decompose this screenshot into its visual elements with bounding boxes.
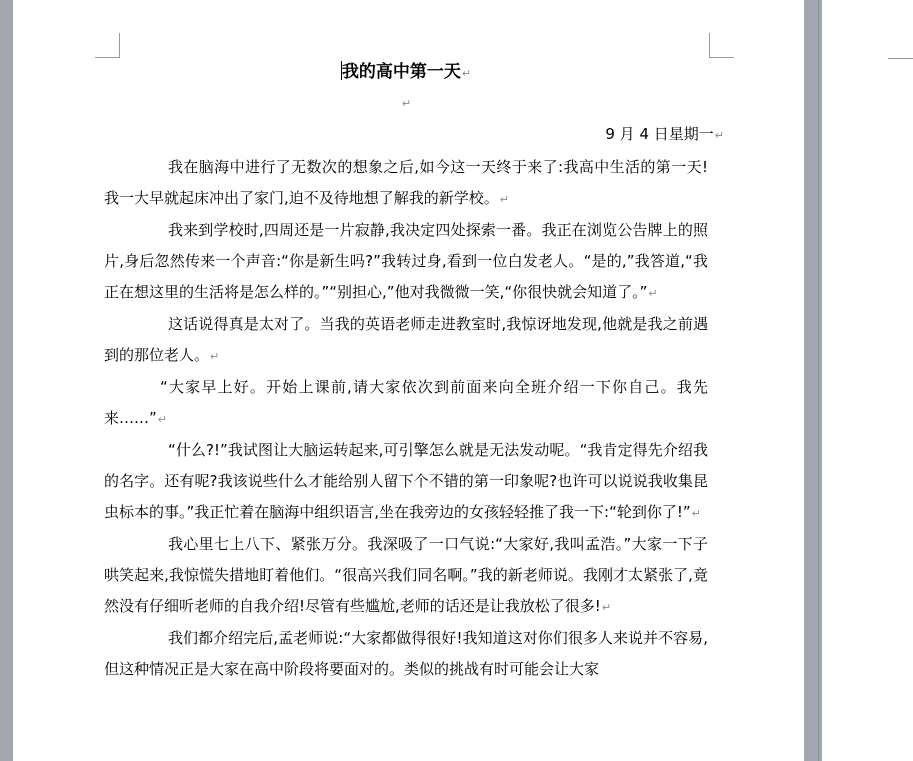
paragraph-mark-icon: ↵	[601, 601, 612, 614]
page-gap-divider	[818, 0, 819, 761]
paragraph-mark-icon: ↵	[157, 413, 167, 426]
paragraph[interactable]: 我心里七上八下、紧张万分。我深吸了一口气说:“大家好,我叫孟浩。”大家一下子哄笑起来,我惊慌失措地盯着他们。“很高兴我们同名啊。”我的新老师说。我刚才太紧张了,竟然没有仔细听老师的自我介绍!尽管有些尴尬,老师的话还是让我放松了很多!↵	[104, 535, 708, 615]
paragraph[interactable]: 我在脑海中进行了无数次的想象之后,如今这一天终于来了:我高中生活的第一天!我一大早就起床冲出了家门,迫不及待地想了解我的新学校。↵	[104, 158, 708, 207]
paragraph-mark-icon: ↵	[499, 193, 509, 206]
paragraph-mark-icon: ↵	[401, 97, 412, 110]
document-body[interactable]	[104, 57, 724, 685]
paragraph[interactable]: 我们都介绍完后,孟老师说:“大家都做得很好!我知道这对你们很多人来说并不容易,但这种情况正是大家在高中阶段将要面对的。类似的挑战有时可能会让大家	[104, 629, 708, 678]
paragraph[interactable]: 我来到学校时,四周还是一片寂静,我决定四处探索一番。我正在浏览公告牌上的照片,身后忽然传来一个声音:“你是新生吗?”我转过身,看到一位白发老人。“是的,”我答道,“我正在想这里的生活将是怎么样的。”“别担心,”他对我微微一笑,“你很快就会知道了。”↵	[104, 221, 708, 301]
next-page[interactable]	[822, 0, 913, 761]
paragraph-mark-icon: ↵	[648, 287, 658, 300]
paragraph-mark-icon: ↵	[691, 507, 701, 520]
paragraph[interactable]: “大家早上好。开始上课前,请大家依次到前面来向全班介绍一下你自己。我先来……”↵	[104, 378, 708, 427]
document-page[interactable]	[13, 0, 804, 761]
page-corner-mark	[888, 58, 913, 59]
paragraph[interactable]: 这话说得真是太对了。当我的英语老师走进教室时,我惊讶地发现,他就是我之前遇到的那位老人。↵	[104, 315, 708, 364]
empty-paragraph[interactable]	[104, 88, 708, 116]
paragraph-mark-icon: ↵	[714, 129, 724, 142]
paragraph-mark-icon: ↵	[210, 350, 220, 363]
paragraph-mark-icon: ↵	[461, 67, 472, 80]
page-corner-mark-top-right	[709, 33, 734, 58]
document-title[interactable]: 我的高中第一天↵	[341, 62, 472, 82]
paragraph[interactable]: “什么?!”我试图让大脑运转起来,可引擎怎么就是无法发动呢。“我肯定得先介绍我的名字。还有呢?我该说些什么才能给别人留下个不错的第一印象呢?也许可以说说我收集昆虫标本的事。”我正忙着在脑海中组织语言,坐在我旁边的女孩轻轻推了我一下:“轮到你了!”↵	[104, 441, 708, 521]
page-corner-mark-top-left	[95, 33, 120, 58]
document-date[interactable]: 9 月 4 日星期一↵	[605, 125, 724, 143]
